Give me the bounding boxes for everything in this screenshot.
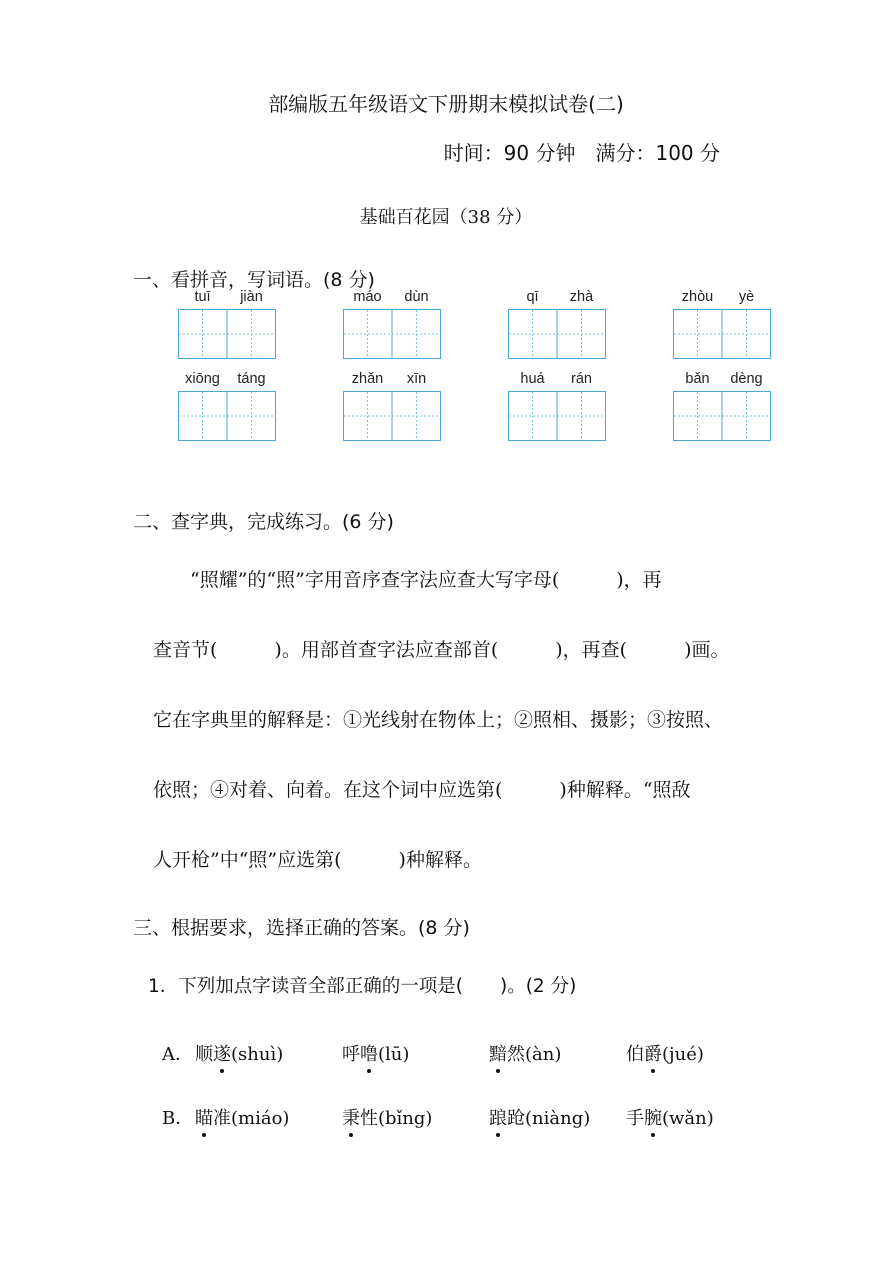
option-a-item-4 [626, 1040, 704, 1066]
dotted-char: 遂 [213, 1040, 231, 1066]
pinyin-syllable: huá [520, 371, 545, 387]
time-label: 时间： [443, 141, 504, 165]
q2-line-4: 依照；④对着、向着。在这个词中应选第( )种解释。“照敌 [153, 779, 691, 801]
dotted-char: 秉 [342, 1104, 360, 1130]
dotted-char: 腕 [644, 1104, 662, 1130]
option-a-item-3 [489, 1040, 561, 1066]
option-b-letter: B． [162, 1108, 194, 1129]
pinyin-syllable: tuī [194, 289, 211, 305]
dotted-char: 瞄 [195, 1104, 213, 1130]
character-writing-box[interactable] [673, 391, 771, 441]
option-b-item-3 [489, 1104, 590, 1130]
character-writing-box[interactable] [508, 391, 606, 441]
item-reading: (shuì) [231, 1044, 284, 1065]
item-reading: 性(bǐng) [360, 1108, 433, 1129]
dotted-char: 踉 [489, 1104, 507, 1130]
q1-title: 一、看拼音，写词语。(8 分) [133, 269, 375, 291]
exam-title: 部编版五年级语文下册期末模拟试卷(二) [268, 92, 624, 116]
pinyin-syllable: dèng [730, 371, 763, 387]
dotted-char: 爵 [644, 1040, 662, 1066]
pinyin-syllable: jiàn [240, 289, 263, 305]
item-reading: (jué) [662, 1044, 704, 1065]
q2-line-5: 人开枪”中“照”应选第( )种解释。 [153, 849, 482, 871]
q2-line-3: 它在字典里的解释是：①光线射在物体上；②照相、摄影；③按照、 [153, 709, 724, 731]
pinyin-syllable: rán [571, 371, 592, 387]
pinyin-syllable: qī [526, 289, 539, 305]
option-a-item-2 [342, 1040, 409, 1066]
character-writing-box[interactable] [343, 309, 441, 359]
pinyin-syllable: dùn [404, 289, 429, 305]
option-b-item-2 [342, 1104, 432, 1130]
option-b-item-1 [195, 1104, 289, 1130]
time-value: 90 分钟 [503, 141, 576, 165]
item-reading: 准(miáo) [213, 1108, 290, 1129]
item-text: 呼 [342, 1044, 360, 1065]
character-writing-box[interactable] [343, 391, 441, 441]
option-b-item-4 [626, 1104, 714, 1130]
item-text: 伯 [626, 1044, 644, 1065]
pinyin-syllable: máo [353, 289, 382, 305]
item-text: 顺 [195, 1044, 213, 1065]
pinyin-syllable: zhòu [681, 289, 714, 305]
character-writing-box[interactable] [178, 391, 276, 441]
q3-sub1-stem: 1．下列加点字读音全部正确的一项是( )。(2 分) [148, 976, 577, 997]
item-text: 手 [626, 1108, 644, 1129]
character-writing-box[interactable] [178, 309, 276, 359]
score-value: 100 分 [655, 141, 720, 165]
pinyin-syllable: yè [738, 289, 755, 305]
q2-title: 二、查字典，完成练习。(6 分) [133, 511, 394, 533]
pinyin-syllable: xīn [406, 371, 427, 387]
score-label: 满分： [595, 141, 656, 165]
pinyin-syllable: xiōng [185, 371, 220, 387]
item-reading: (wǎn) [662, 1108, 714, 1129]
option-a-item-1 [195, 1040, 283, 1066]
dotted-char: 噜 [360, 1040, 378, 1066]
section-title: 基础百花园（38 分） [359, 207, 533, 228]
pinyin-syllable: bǎn [685, 371, 710, 387]
item-reading: 跄(niàng) [507, 1108, 591, 1129]
character-writing-box[interactable] [508, 309, 606, 359]
q2-line-1: “照耀”的“照”字用音序查字法应查大写字母( )，再 [190, 569, 662, 591]
exam-meta [444, 137, 720, 166]
item-reading: 然(àn) [507, 1044, 562, 1065]
pinyin-syllable: zhà [569, 289, 594, 305]
q3-title: 三、根据要求，选择正确的答案。(8 分) [133, 917, 470, 939]
dotted-char: 黯 [489, 1040, 507, 1066]
character-writing-box[interactable] [673, 309, 771, 359]
item-reading: (lū) [378, 1044, 410, 1065]
pinyin-syllable: zhǎn [351, 371, 384, 387]
pinyin-syllable: táng [237, 371, 266, 387]
q2-line-2: 查音节( )。用部首查字法应查部首( )，再查( )画。 [153, 639, 730, 661]
option-a-letter: A． [162, 1044, 193, 1065]
